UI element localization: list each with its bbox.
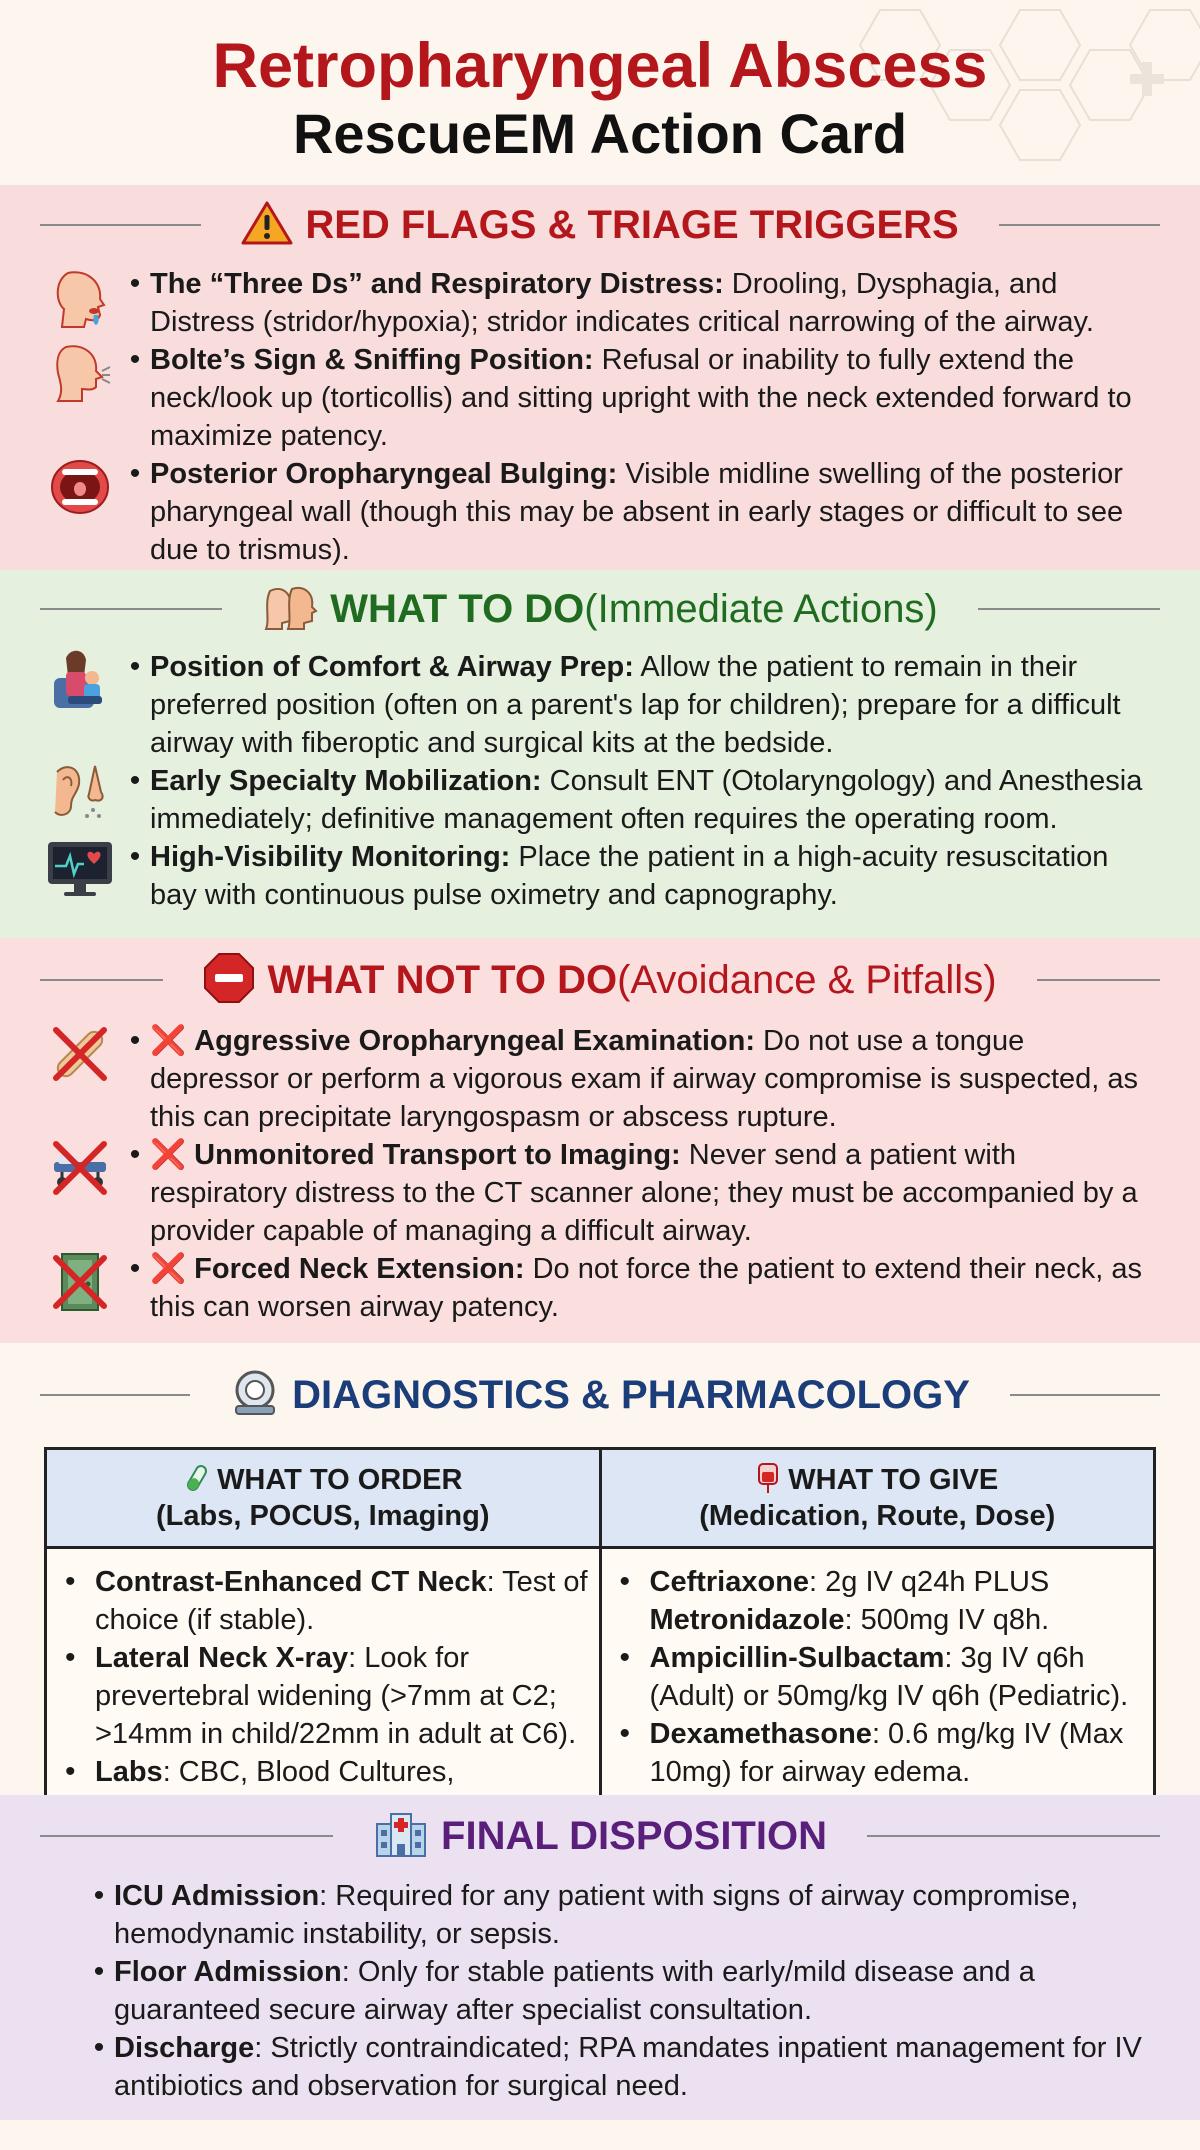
- divider: [40, 979, 163, 981]
- page-subtitle: RescueEM Action Card: [292, 102, 908, 165]
- section-title: DIAGNOSTICS & PHARMACOLOGY: [292, 1372, 970, 1417]
- warning-icon: [241, 200, 293, 251]
- item-text: Consult ENT (Otolaryngology) and Anesthesia immediately; definitive management often requires the operating room.: [150, 765, 1143, 835]
- divider: [999, 224, 1160, 226]
- divider: [40, 1835, 333, 1837]
- x-mark-icon: ❌: [150, 1025, 187, 1057]
- item-label: Unmonitored Transport to Imaging:: [194, 1139, 681, 1171]
- item-label: Discharge: [114, 2032, 255, 2064]
- list-item: • Bolte’s Sign & Sniffing Position: Refusal or inability to fully extend the neck/look up (torticollis) and sitting upright with the neck extended forward to maximize patency.: [40, 341, 1160, 455]
- drooling-face-icon: [40, 265, 120, 329]
- what-not-to-do-section: [0, 938, 1200, 1343]
- item-text: : Only for stable patients with early/mild disease and a guaranteed secure airway after specialist consultation.: [114, 1956, 1035, 2026]
- section-subtitle: (Avoidance & Pitfalls): [617, 957, 997, 1002]
- item-text: : Strictly contraindicated; RPA mandates inpatient management for IV antibiotics and observation for surgical need.: [114, 2032, 1142, 2102]
- item-label: Forced Neck Extension:: [194, 1253, 525, 1285]
- what-to-do-section: [0, 570, 1200, 938]
- ear-nose-icon: [40, 762, 120, 822]
- item-label: ICU Admission: [114, 1880, 320, 1912]
- list-item: • The “Three Ds” and Respiratory Distress: Drooling, Dysphagia, and Distress (stridor/hypoxia); stridor indicates critical narrowing of the airway.: [40, 265, 1160, 341]
- divider: [40, 608, 222, 610]
- diagnostics-section: [0, 1343, 1200, 1795]
- no-stretcher-icon: [40, 1136, 120, 1200]
- item-text: Do not use a tongue depressor or perform a vigorous exam if airway compromise is suspected, as this can precipitate laryngospasm or abscess rupture.: [150, 1025, 1138, 1133]
- item-text: Visible midline swelling of the posterior pharyngeal wall (though this may be absent in early stages or difficult to see due to trismus).: [150, 458, 1124, 566]
- list-item: • Early Specialty Mobilization: Consult ENT (Otolaryngology) and Anesthesia immediately; definitive management often requires the operating room.: [40, 762, 1160, 838]
- item-label: High-Visibility Monitoring:: [150, 841, 511, 873]
- what-to-do-heading: [0, 570, 1200, 648]
- order-column-header: WHAT TO ORDER (Labs, POCUS, Imaging): [46, 1449, 601, 1548]
- section-title: WHAT NOT TO DO: [267, 957, 618, 1002]
- two-heads-icon: [262, 583, 318, 636]
- list-item: • Position of Comfort & Airway Prep: Allow the patient to remain in their preferred position (often on a parent's lap for children); prepare for a difficult airway with fiberoptic and surgical kits at the bedside.: [40, 648, 1160, 762]
- item-text: Place the patient in a high-acuity resuscitation bay with continuous pulse oximetry and capnography.: [150, 841, 1109, 911]
- list-item: • Discharge: Strictly contraindicated; RPA mandates inpatient management for IV antibiotics and observation for surgical need.: [93, 2031, 1142, 2102]
- item-label: Early Specialty Mobilization:: [150, 765, 542, 797]
- x-mark-icon: ❌: [150, 1139, 187, 1171]
- item-label: Posterior Oropharyngeal Bulging:: [150, 458, 618, 490]
- item-text: : Required for any patient with signs of airway compromise, hemodynamic instability, or sepsis.: [114, 1880, 1079, 1950]
- diagnostics-heading: [0, 1343, 1200, 1439]
- monitor-icon: [40, 838, 120, 898]
- item-text: Drooling, Dysphagia, and Distress (stridor/hypoxia); stridor indicates critical narrowing of the airway.: [150, 268, 1094, 338]
- hospital-icon: [373, 1810, 429, 1863]
- section-title: WHAT TO DO: [330, 586, 585, 631]
- divider: [978, 608, 1160, 610]
- item-label: Aggressive Oropharyngeal Examination:: [194, 1025, 755, 1057]
- list-item: • Labs: CBC, Blood Cultures,: [65, 1755, 455, 1788]
- item-text: Never send a patient with respiratory distress to the CT scanner alone; they must be accompanied by a provider capable of managing a difficult airway.: [150, 1139, 1138, 1247]
- item-text: Do not force the patient to extend their neck, as this can worsen airway patency.: [150, 1253, 1142, 1323]
- list-item: • ❌ Forced Neck Extension: Do not force the patient to extend their neck, as this can worsen airway patency.: [40, 1250, 1160, 1326]
- item-text: Refusal or inability to fully extend the neck/look up (torticollis) and sitting upright with the neck extended forward to maximize patency.: [150, 344, 1132, 452]
- list-item: • ❌ Unmonitored Transport to Imaging: Never send a patient with respiratory distress to the CT scanner alone; they must be accompanied by a provider capable of managing a difficult airway.: [40, 1136, 1160, 1250]
- iv-bag-icon: [756, 1464, 780, 1496]
- divider: [1037, 979, 1160, 981]
- test-tube-icon: [183, 1464, 209, 1496]
- parent-child-icon: [40, 648, 120, 718]
- card-header: [0, 0, 1200, 185]
- page-title: Retropharyngeal Abscess: [212, 31, 988, 101]
- section-subtitle: (Immediate Actions): [584, 586, 938, 631]
- item-label: Bolte’s Sign & Sniffing Position:: [150, 344, 594, 376]
- x-mark-icon: ❌: [150, 1253, 187, 1285]
- give-column-header: WHAT TO GIVE (Medication, Route, Dose): [600, 1449, 1155, 1548]
- item-text: Allow the patient to remain in their preferred position (often on a parent's lap for children); prepare for a difficult airway with fiberoptic and surgical kits at the bedside.: [150, 651, 1121, 759]
- stop-sign-icon: [203, 952, 255, 1009]
- list-item: • Dexamethasone: 0.6 mg/kg IV (Max 10mg) for airway edema.: [619, 1717, 1124, 1788]
- sniffing-position-icon: [40, 341, 120, 405]
- list-item: • ICU Admission: Required for any patient with signs of airway compromise, hemodynamic instability, or sepsis.: [93, 1879, 1079, 1950]
- no-door-icon: [40, 1250, 120, 1314]
- disposition-section: [0, 1795, 1200, 2120]
- list-item: • Lateral Neck X-ray: Look for prevertebral widening (>7mm at C2; >14mm in child/22mm in adult at C6).: [65, 1641, 577, 1750]
- what-not-to-do-heading: [0, 938, 1200, 1022]
- item-label: The “Three Ds” and Respiratory Distress:: [150, 268, 724, 300]
- list-item: • ❌ Aggressive Oropharyngeal Examination: Do not use a tongue depressor or perform a vigorous exam if airway compromise is suspected, as this can precipitate laryngospasm or abscess rupture.: [40, 1022, 1160, 1136]
- list-item: • Ampicillin-Sulbactam: 3g IV q6h (Adult) or 50mg/kg IV q6h (Pediatric).: [619, 1641, 1129, 1712]
- divider: [40, 224, 201, 226]
- divider: [40, 1394, 190, 1396]
- list-item: • Ceftriaxone: 2g IV q24h PLUS Metronidazole: 500mg IV q8h.: [619, 1565, 1050, 1636]
- item-label: Floor Admission: [114, 1956, 342, 1988]
- divider: [867, 1835, 1160, 1837]
- section-title: RED FLAGS & TRIAGE TRIGGERS: [305, 202, 959, 247]
- list-item: • Contrast-Enhanced CT Neck: Test of choice (if stable).: [65, 1565, 588, 1636]
- ct-scanner-icon: [230, 1368, 280, 1423]
- red-flags-heading: [0, 185, 1200, 265]
- list-item: • Posterior Oropharyngeal Bulging: Visible midline swelling of the posterior pharyngeal wall (though this may be absent in early stages or difficult to see due to trismus).: [40, 455, 1160, 569]
- disposition-heading: [0, 1795, 1200, 1877]
- list-item: • Floor Admission: Only for stable patients with early/mild disease and a guaranteed secure airway after specialist consultation.: [93, 1955, 1035, 2026]
- red-flags-section: [0, 185, 1200, 570]
- open-mouth-icon: [40, 455, 120, 519]
- no-tongue-depressor-icon: [40, 1022, 120, 1086]
- item-label: Position of Comfort & Airway Prep:: [150, 651, 634, 683]
- section-title: FINAL DISPOSITION: [441, 1813, 827, 1858]
- divider: [1010, 1394, 1160, 1396]
- list-item: • High-Visibility Monitoring: Place the patient in a high-acuity resuscitation bay with continuous pulse oximetry and capnography.: [40, 838, 1160, 914]
- diagnostics-table: [44, 1447, 1156, 1846]
